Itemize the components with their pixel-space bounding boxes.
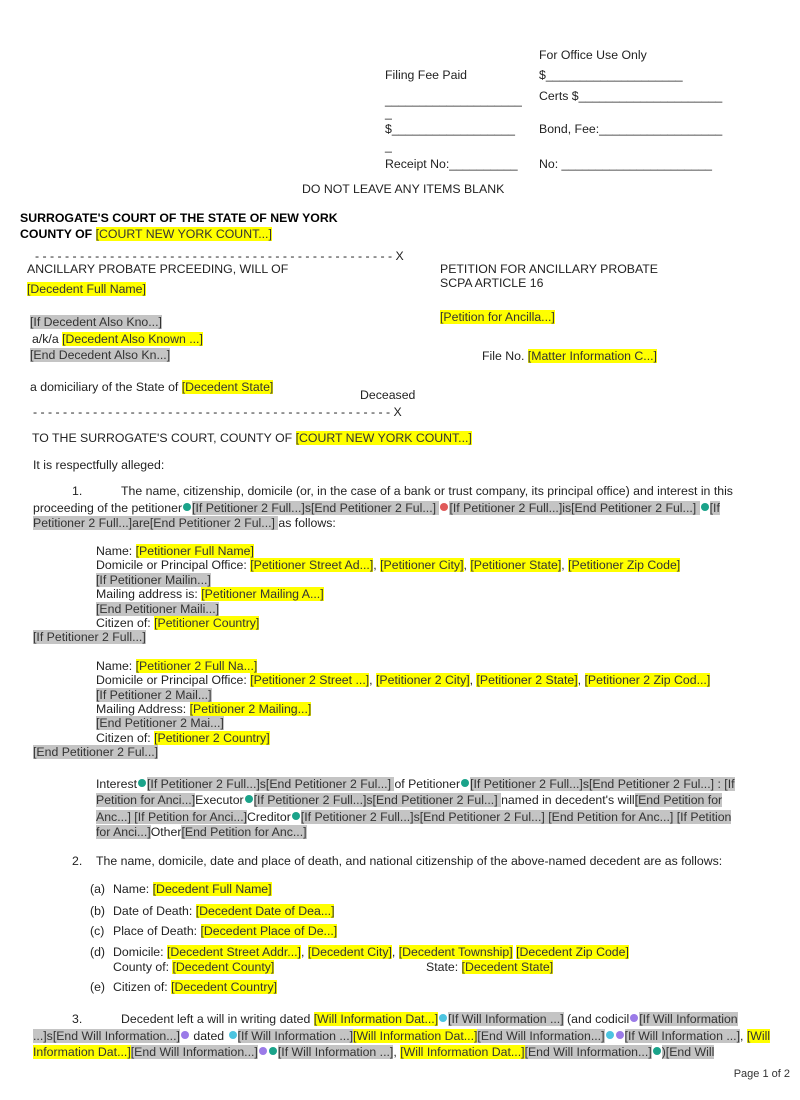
text: 2. [72, 854, 83, 868]
text-line [539, 157, 712, 172]
merge-field[interactable]: [Petitioner State] [470, 558, 562, 572]
text: State: [426, 960, 462, 974]
text: Date of Death: [113, 904, 196, 918]
conditional-field[interactable]: [If Petitioner 2 Full...]s[End Petitioner 2 Ful...] [253, 793, 502, 807]
text-line [33, 1045, 714, 1060]
merge-field[interactable]: [Petitioner Zip Code] [568, 558, 681, 572]
conditional-field[interactable]: [If Petitioner Mailin...] [96, 573, 211, 587]
text: proceeding of the petitioner [33, 501, 183, 515]
conditional-field[interactable]: [If [709, 501, 720, 515]
text-line [96, 558, 680, 573]
field-marker-icon [269, 1047, 277, 1055]
text-line [96, 573, 211, 588]
text: , [561, 558, 569, 572]
conditional-field[interactable]: [If Will Information ...] [448, 1012, 564, 1026]
text: SCPA ARTICLE 16 [440, 276, 544, 290]
text: No: ______________________ [539, 157, 713, 171]
merge-field[interactable]: [Petitioner Country] [154, 616, 260, 630]
merge-field[interactable]: [Will Information Dat...] [400, 1045, 525, 1059]
field-marker-icon [701, 503, 709, 511]
text: Name: [96, 544, 136, 558]
text: Name: [113, 882, 153, 896]
text: 1. [72, 484, 83, 498]
text: Citizen of: [113, 980, 172, 994]
text-line [440, 262, 658, 277]
text: , [740, 1029, 747, 1043]
merge-field[interactable]: [Will [746, 1029, 771, 1043]
text: Domicile or Principal Office: [96, 558, 251, 572]
merge-field[interactable]: [Petitioner City] [380, 558, 464, 572]
conditional-field[interactable]: [End Petitioner Maili...] [96, 602, 220, 616]
field-marker-icon [183, 503, 191, 511]
text: Certs $_____________________ [539, 89, 723, 103]
text-line [360, 388, 415, 403]
text-line [426, 960, 553, 975]
text-line [385, 106, 392, 121]
conditional-field[interactable]: for Anci...] [96, 825, 151, 839]
text-line [385, 122, 515, 137]
conditional-field[interactable]: [If Petitioner 2 Full...] [33, 630, 146, 644]
merge-field[interactable]: [Petitioner 2 Mailing...] [189, 702, 312, 716]
paragraph-1 [121, 484, 733, 499]
merge-field[interactable]: [Decedent State] [181, 380, 274, 394]
text: ____________________ [385, 93, 522, 107]
text: Receipt No:__________ [385, 157, 518, 171]
merge-field[interactable]: [Petitioner 2 Country] [154, 731, 270, 745]
text-line [96, 777, 735, 792]
text: Domicile: [113, 945, 167, 959]
page-number: Page 1 of 2 [733, 1068, 790, 1080]
text: (e) [90, 980, 106, 994]
conditional-field[interactable]: ...]s[End Will Information...] [33, 1029, 180, 1043]
text-line [96, 731, 270, 746]
field-marker-icon [439, 1014, 447, 1022]
paragraph-2 [72, 854, 82, 869]
text: The name, citizenship, domicile (or, in the case of a bank or trust company, its principal office) and interest in this [121, 484, 733, 498]
text-line [27, 262, 288, 277]
text: - - - - - - - - - - - - - - - - - - - - - - - - - - - - - - - - - - - - - - - - - - - - - - - - X [35, 249, 404, 263]
text-line [539, 68, 683, 83]
text: - - - - - - - - - - - - - - - - - - - - - - - - - - - - - - - - - - - - - - - - - - - - - - - - X [33, 405, 402, 419]
text: PETITION FOR ANCILLARY PROBATE [440, 262, 658, 276]
text-line [539, 48, 647, 63]
text: It is respectfully alleged: [33, 458, 165, 472]
to-surrogate-line [32, 431, 472, 446]
text-line [302, 182, 504, 197]
text-line [27, 282, 146, 297]
text: a domiciliary of the State of [30, 380, 182, 394]
text-line [385, 68, 467, 83]
conditional-field[interactable]: Petition for Anci...] [96, 793, 196, 807]
text: Place of Death: [113, 924, 201, 938]
text: TO THE SURROGATE'S COURT, COUNTY OF [32, 431, 296, 445]
text-line [440, 276, 543, 291]
text-line [30, 348, 170, 363]
conditional-field[interactable]: [If Will Information ...] [237, 1029, 354, 1043]
merge-field[interactable]: [Petitioner Street Ad...] [250, 558, 374, 572]
conditional-field[interactable]: [If Will Information ...] [277, 1045, 394, 1059]
text-line [33, 458, 164, 473]
text-line [96, 716, 224, 731]
text: Domicile or Principal Office: [96, 673, 251, 687]
text: $__________________ [385, 122, 515, 136]
field-marker-icon [606, 1031, 614, 1039]
text: a/k/a [32, 332, 63, 346]
text-line [113, 924, 337, 939]
text-line [96, 587, 324, 602]
text-line [72, 484, 82, 499]
text-line [33, 405, 402, 420]
merge-field[interactable]: [Decedent State] [461, 960, 554, 974]
merge-field[interactable]: [Petitioner Mailing A...] [201, 587, 324, 601]
text: , [373, 558, 381, 572]
merge-field[interactable]: [Petitioner 2 Street ...] [250, 673, 370, 687]
text-line [96, 854, 722, 869]
text: Bond, Fee:__________________ [539, 122, 723, 136]
text: $____________________ [539, 68, 683, 82]
conditional-field[interactable]: [End Petitioner 2 Ful...] [33, 745, 159, 759]
text: File No. [482, 349, 528, 363]
text-line [96, 825, 307, 840]
field-marker-icon [138, 779, 146, 787]
text-line [539, 89, 722, 104]
text: Citizen of: [96, 731, 155, 745]
text: County of: [113, 960, 173, 974]
paragraph-3 [121, 1012, 738, 1027]
text: Executor [195, 793, 244, 807]
text-line [30, 315, 162, 330]
merge-field[interactable]: [Decedent Also Known ...] [62, 332, 203, 346]
text-line [113, 882, 272, 897]
conditional-field[interactable]: [End Petition for Anc...] [181, 825, 307, 839]
text-line [96, 810, 731, 825]
county-line [20, 227, 272, 242]
merge-field[interactable]: [Decedent Full Name] [27, 282, 146, 296]
text-line [96, 616, 259, 631]
heading-text: SURROGATE'S COURT OF THE STATE OF NEW YORK [20, 211, 338, 225]
text-line [96, 673, 710, 688]
conditional-field[interactable]: [If Petitioner 2 Mail...] [96, 688, 212, 702]
conditional-field[interactable]: [End Decedent Also Kn...] [30, 348, 171, 362]
text: DO NOT LEAVE ANY ITEMS BLANK [302, 182, 505, 196]
merge-field[interactable]: [Petition for Ancilla...] [440, 310, 555, 324]
text: (b) [90, 904, 106, 918]
text: , [469, 673, 477, 687]
text-line [33, 501, 720, 516]
text: (c) [90, 924, 105, 938]
field-marker-icon [440, 503, 448, 511]
text-line [96, 659, 257, 674]
text: , [391, 945, 399, 959]
field-marker-icon [259, 1047, 267, 1055]
merge-field[interactable]: [Decedent County] [172, 960, 275, 974]
text: (a) [90, 882, 106, 896]
text-line [90, 904, 105, 919]
merge-field[interactable]: [Petitioner 2 City] [376, 673, 470, 687]
text: Decedent left a will in writing dated [121, 1012, 314, 1026]
merge-field[interactable]: [Matter Information C...] [527, 349, 657, 363]
field-marker-icon [181, 1031, 189, 1039]
text-line [33, 630, 146, 645]
field-marker-icon [630, 1014, 638, 1022]
text-line [440, 310, 555, 325]
text: named in decedent's will [501, 793, 635, 807]
merge-field[interactable]: Information Dat...] [33, 1045, 131, 1059]
conditional-field[interactable]: )[End Will [661, 1045, 715, 1059]
text-line [33, 516, 336, 531]
text-line [90, 924, 104, 939]
field-marker-icon [461, 779, 469, 787]
text: , [463, 558, 471, 572]
conditional-field[interactable]: [End Petitioner 2 Mai...] [96, 716, 224, 730]
text-line [96, 702, 311, 717]
merge-field[interactable]: [Decedent Full Name] [152, 882, 272, 896]
text-line [385, 139, 392, 154]
text: _ [385, 106, 392, 120]
conditional-field[interactable]: [End Petition for [634, 793, 723, 807]
merge-field[interactable]: [Decedent Country] [171, 980, 278, 994]
conditional-field[interactable]: [If Will Information ...] [624, 1029, 741, 1043]
text: Other [150, 825, 182, 839]
text-line [90, 980, 105, 995]
text: Name: [96, 659, 136, 673]
field-marker-icon [653, 1047, 661, 1055]
merge-field[interactable]: [Petitioner 2 Zip Cod...] [584, 673, 711, 687]
merge-field[interactable]: [Decedent Street Addr...] [166, 945, 301, 959]
conditional-field[interactable]: [If Will Information [639, 1012, 738, 1026]
text: (d) [90, 945, 106, 959]
merge-field[interactable]: [Decedent Place of De...] [200, 924, 338, 938]
conditional-field[interactable]: [If Decedent Also Kno...] [30, 315, 162, 329]
text: The name, domicile, date and place of death, and national citizenship of the above-named decedent are as follows: [96, 854, 723, 868]
text: 3. [72, 1012, 83, 1026]
conditional-field[interactable]: Anc...] [If Petition for Anci...] [96, 810, 248, 824]
text: Deceased [360, 388, 416, 402]
text: , [369, 673, 376, 687]
merge-field[interactable]: [COURT NEW YORK COUNT...] [295, 431, 472, 445]
text: Filing Fee Paid [385, 68, 468, 82]
merge-field[interactable]: [Will Information Dat...] [353, 1029, 478, 1043]
text: Interest [96, 777, 138, 791]
text-line [113, 960, 274, 975]
text: of Petitioner [394, 777, 461, 791]
text-line [96, 793, 722, 808]
text-line [90, 882, 105, 897]
conditional-field[interactable]: [End Will Information...] [477, 1029, 605, 1043]
text: ANCILLARY PROBATE PRCEEDING, WILL OF [27, 262, 289, 276]
text: (and codicil [563, 1012, 630, 1026]
merge-field[interactable]: [Will Information Dat...] [313, 1012, 439, 1026]
merge-field[interactable]: [Decedent City] [307, 945, 392, 959]
merge-field[interactable]: [Decedent Zip Code] [516, 945, 629, 959]
text-line [482, 349, 657, 364]
conditional-field[interactable]: [If Petitioner 2 Full...]is[End Petitioner 2 Ful...] [449, 501, 700, 515]
text: Mailing Address: [96, 702, 190, 716]
merge-field[interactable]: [Decedent Township] [398, 945, 513, 959]
merge-field[interactable]: [COURT NEW YORK COUNT...] [95, 227, 272, 241]
conditional-field[interactable]: Petitioner 2 Full...]are[End Petitioner 2 Ful...] [33, 516, 279, 530]
field-marker-icon [616, 1031, 624, 1039]
text-line [113, 980, 277, 995]
field-marker-icon [229, 1031, 237, 1039]
text: , [300, 945, 308, 959]
conditional-field[interactable]: [If Petitioner 2 Full...]s[End Petitioner 2 Ful...] : [If [470, 777, 735, 791]
text-line [113, 904, 334, 919]
conditional-field[interactable]: [End Will Information...] [524, 1045, 652, 1059]
text-line [96, 602, 219, 617]
text-line [72, 1012, 82, 1027]
merge-field[interactable]: [Petitioner 2 Full Na...] [135, 659, 258, 673]
text: Citizen of: [96, 616, 155, 630]
field-marker-icon [292, 812, 300, 820]
text-line [32, 332, 203, 347]
text: as follows: [278, 516, 336, 530]
merge-field[interactable]: [Petitioner 2 State] [476, 673, 578, 687]
text-line [33, 745, 158, 760]
conditional-field[interactable]: [If Petitioner 2 Full...]s[End Petitioner 2 Ful...] [147, 777, 395, 791]
field-marker-icon [245, 795, 253, 803]
text: , [577, 673, 585, 687]
text-line [96, 544, 254, 559]
text: Creditor [247, 810, 291, 824]
heading-text: COUNTY OF [20, 227, 96, 241]
merge-field[interactable]: [Decedent Date of Dea...] [195, 904, 335, 918]
conditional-field[interactable]: [If Petitioner 2 Full...]s[End Petitioner 2 Ful...] [192, 501, 440, 515]
merge-field[interactable]: [Petitioner Full Name] [135, 544, 254, 558]
text-line [30, 380, 273, 395]
text: For Office Use Only [539, 48, 647, 62]
text-line [385, 157, 518, 172]
court-title [20, 211, 338, 226]
text-line [96, 688, 212, 703]
conditional-field[interactable]: [If Petitioner 2 Full...]s[End Petitioner 2 Ful...] [End Petition for Anc...] [If Petition [300, 810, 732, 824]
text: Mailing address is: [96, 587, 202, 601]
text-line [33, 1029, 770, 1044]
text: _ [385, 139, 392, 153]
text: , [393, 1045, 401, 1059]
text-line [385, 93, 522, 108]
text-line [113, 945, 629, 960]
text-line [539, 122, 722, 137]
text-line [90, 945, 105, 960]
conditional-field[interactable]: [End Will Information...] [130, 1045, 258, 1059]
text: dated [189, 1029, 228, 1043]
